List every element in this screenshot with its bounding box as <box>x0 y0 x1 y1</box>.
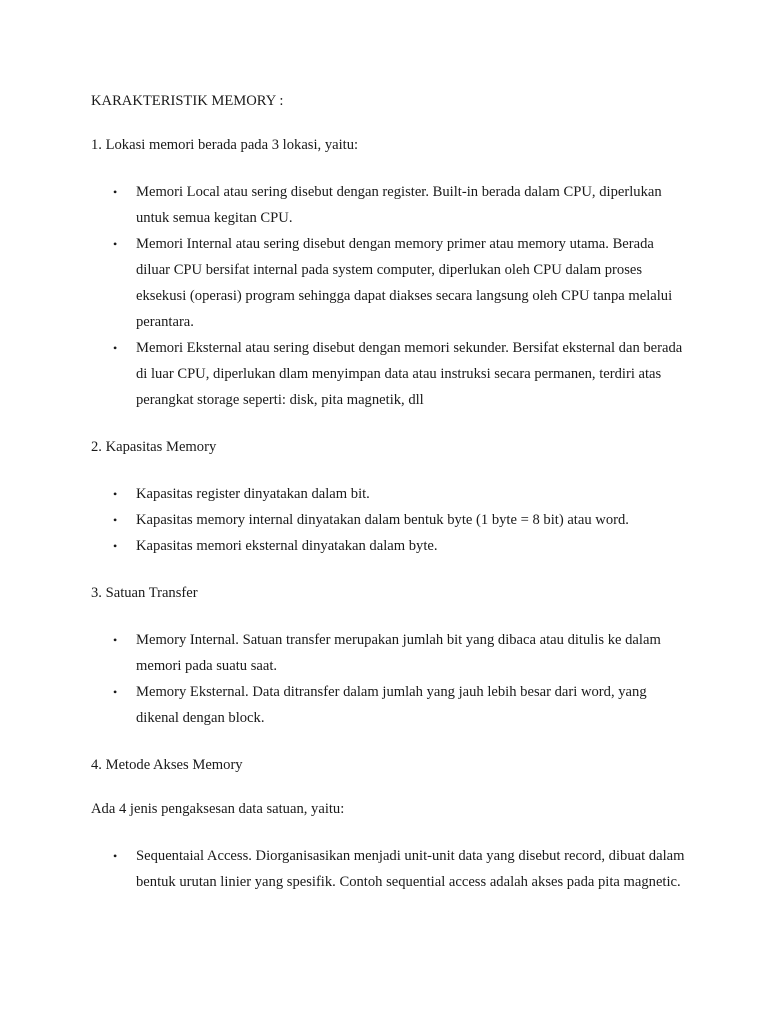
list-item: • Kapasitas memori eksternal dinyatakan dalam byte. <box>91 533 691 559</box>
section-title-satuan-transfer: 3. Satuan Transfer <box>91 585 198 601</box>
section-title-kapasitas: 2. Kapasitas Memory <box>91 439 217 455</box>
list-item: • Sequentaial Access. Diorganisasikan menjadi unit-unit data yang disebut record, dibuat dalam bentuk urutan linier yang spesifik. Contoh sequential access adalah akses pada pita magnetic. <box>91 843 691 895</box>
bullet-icon: • <box>113 539 118 553</box>
bullet-icon: • <box>113 341 118 355</box>
list-item: • Memori Internal atau sering disebut dengan memory primer atau memory utama. Berada diluar CPU bersifat internal pada system computer, diperlukan oleh CPU dalam proses eksekusi (operasi) program sehingga dapat diakses secara langsung oleh CPU tanpa melalui perantara. <box>91 231 691 335</box>
list-item: • Memory Eksternal. Data ditransfer dalam jumlah yang jauh lebih besar dari word, yang dikenal dengan block. <box>91 679 691 731</box>
bullet-list-satuan-transfer <box>91 627 691 731</box>
bullet-list-lokasi <box>91 179 691 413</box>
bullet-icon: • <box>113 185 118 199</box>
document-body <box>91 91 691 919</box>
list-item: • Memori Eksternal atau sering disebut dengan memori sekunder. Bersifat eksternal dan berada di luar CPU, diperlukan dlam menyimpan data atau instruksi secara permanen, terdiri atas perangkat storage seperti: disk, pita magnetik, dll <box>91 335 691 413</box>
bullet-icon: • <box>113 237 118 251</box>
section-intro-metode-akses: Ada 4 jenis pengaksesan data satuan, yaitu: <box>91 801 345 817</box>
bullet-icon: • <box>113 633 118 647</box>
bullet-icon: • <box>113 487 118 501</box>
bullet-list-kapasitas <box>91 481 691 559</box>
document-heading: KARAKTERISTIK MEMORY : <box>91 93 284 109</box>
list-item: • Memori Local atau sering disebut dengan register. Built-in berada dalam CPU, diperlukan untuk semua kegitan CPU. <box>91 179 691 231</box>
section-title-metode-akses: 4. Metode Akses Memory <box>91 757 243 773</box>
bullet-icon: • <box>113 513 118 527</box>
list-item: • Memory Internal. Satuan transfer merupakan jumlah bit yang dibaca atau ditulis ke dalam memori pada suatu saat. <box>91 627 691 679</box>
list-item: • Kapasitas memory internal dinyatakan dalam bentuk byte (1 byte = 8 bit) atau word. <box>91 507 691 533</box>
section-title-lokasi: 1. Lokasi memori berada pada 3 lokasi, yaitu: <box>91 137 359 153</box>
bullet-icon: • <box>113 685 118 699</box>
bullet-icon: • <box>113 849 118 863</box>
list-item: • Kapasitas register dinyatakan dalam bit. <box>91 481 691 507</box>
bullet-list-metode-akses <box>91 843 691 895</box>
